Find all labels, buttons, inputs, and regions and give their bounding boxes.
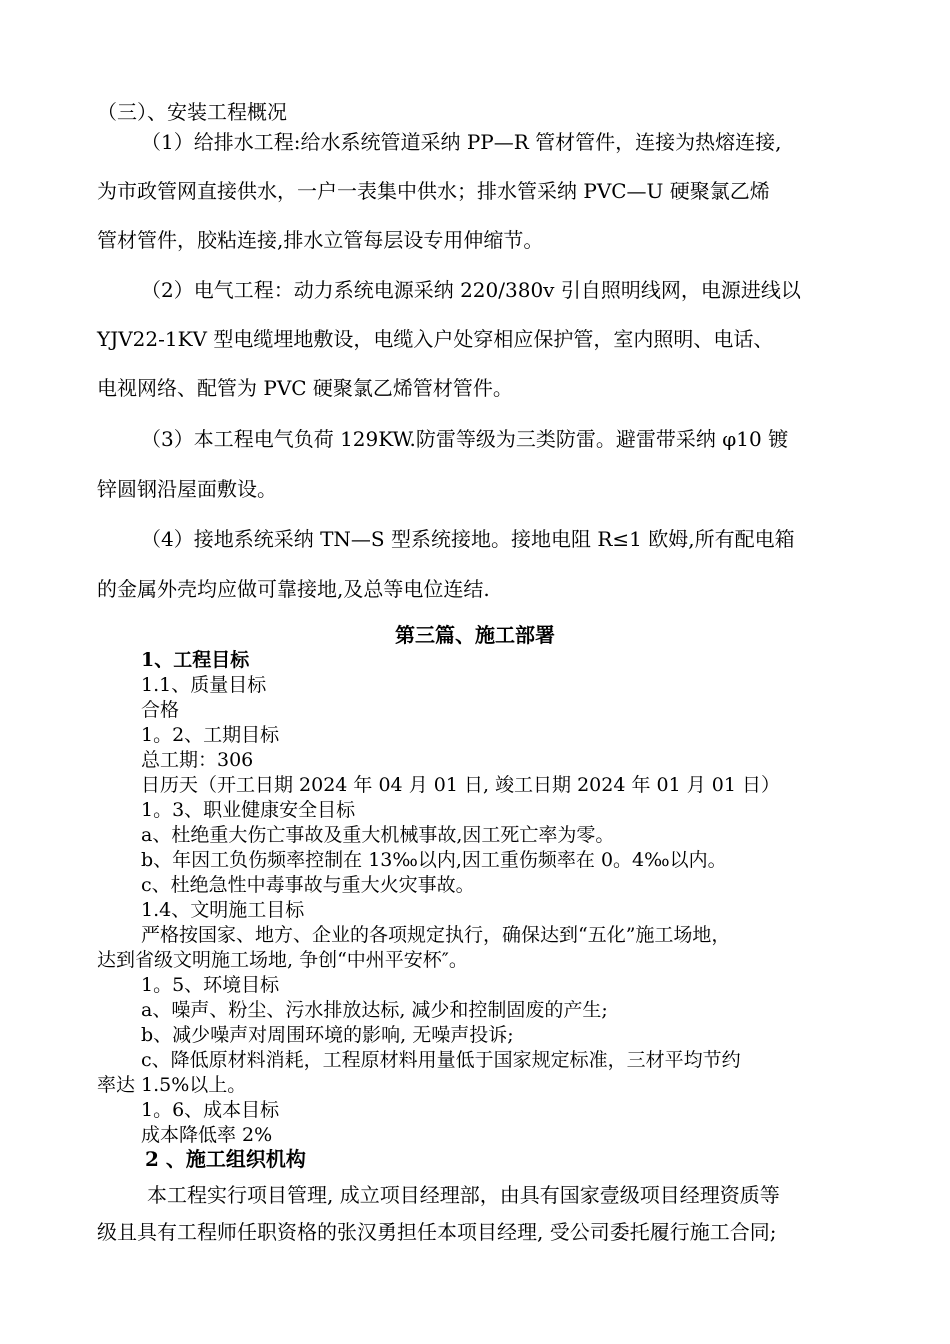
subheading: 1。2、工期目标 bbox=[141, 724, 280, 746]
paragraph-line: （3）本工程电气负荷 129KW.防雷等级为三类防雷。避雷带采纳 φ10 镀 bbox=[141, 427, 789, 451]
text-line: a、噪声、粉尘、污水排放达标, 减少和控制固废的产生; bbox=[141, 999, 608, 1021]
subheading: 1。3、职业健康安全目标 bbox=[141, 799, 356, 821]
subheading: 1.1、质量目标 bbox=[141, 674, 267, 696]
text-line: b、减少噪声对周围环境的影响, 无噪声投诉; bbox=[141, 1024, 514, 1046]
text-line: b、年因工负伤频率控制在 13‰以内,因工重伤频率在 0。4‰以内。 bbox=[141, 849, 727, 871]
text-line: c、杜绝急性中毒事故与重大火灾事故。 bbox=[141, 874, 475, 896]
heading-organization: 2 、施工组织机构 bbox=[145, 1147, 306, 1171]
heading-project-goals: 1、工程目标 bbox=[141, 649, 250, 671]
section-heading-installation: （三）、安装工程概况 bbox=[97, 100, 287, 124]
paragraph-line: YJV22-1KV 型电缆埋地敷设，电缆入户处穿相应保护管，室内照明、电话、 bbox=[97, 327, 774, 351]
text-line: 严格按国家、地方、企业的各项规定执行，确保达到“五化”施工场地， bbox=[141, 924, 731, 946]
subheading: 1.4、文明施工目标 bbox=[141, 899, 305, 921]
paragraph-line: 电视网络、配管为 PVC 硬聚氯乙烯管材管件。 bbox=[97, 376, 513, 400]
text-line: c、降低原材料消耗，工程原材料用量低于国家规定标准，三材平均节约 bbox=[141, 1049, 741, 1071]
paragraph-line: （2）电气工程：动力系统电源采纳 220/380v 引自照明线网，电源进线以 bbox=[141, 278, 801, 302]
text-line: 达到省级文明施工场地, 争创“中州平安杯″。 bbox=[97, 949, 468, 971]
paragraph-line: （1）给排水工程:给水系统管道采纳 PP—R 管材管件，连接为热熔连接, bbox=[141, 130, 782, 154]
paragraph-line: 本工程实行项目管理, 成立项目经理部，由具有国家壹级项目经理资质等 bbox=[147, 1183, 780, 1207]
text-line: 总工期：306 bbox=[141, 749, 254, 771]
paragraph-line: 为市政管网直接供水，一户一表集中供水；排水管采纳 PVC—U 硬聚氯乙烯 bbox=[97, 179, 770, 203]
paragraph-line: 锌圆钢沿屋面敷设。 bbox=[97, 477, 277, 501]
paragraph-line: 级且具有工程师任职资格的张汉勇担任本项目经理, 受公司委托履行施工合同; bbox=[97, 1220, 777, 1244]
text-line: a、杜绝重大伤亡事故及重大机械事故,因工死亡率为零。 bbox=[141, 824, 615, 846]
text-line: 日历天（开工日期 2024 年 04 月 01 日, 竣工日期 2024 年 01 月 01 日） bbox=[141, 774, 780, 796]
paragraph-line: 管材管件，胶粘连接,排水立管每层设专用伸缩节。 bbox=[97, 228, 544, 252]
text-line: 成本降低率 2% bbox=[141, 1124, 273, 1146]
chapter-title: 第三篇、施工部署 bbox=[395, 623, 555, 647]
paragraph-line: （4）接地系统采纳 TN—S 型系统接地。接地电阻 R≤1 欧姆,所有配电箱 bbox=[141, 527, 795, 551]
text-line: 合格 bbox=[141, 699, 180, 721]
text-line: 率达 1.5%以上。 bbox=[97, 1074, 247, 1096]
subheading: 1。5、环境目标 bbox=[141, 974, 280, 996]
paragraph-line: 的金属外壳均应做可靠接地,及总等电位连结. bbox=[97, 577, 490, 601]
subheading: 1。6、成本目标 bbox=[141, 1099, 280, 1121]
